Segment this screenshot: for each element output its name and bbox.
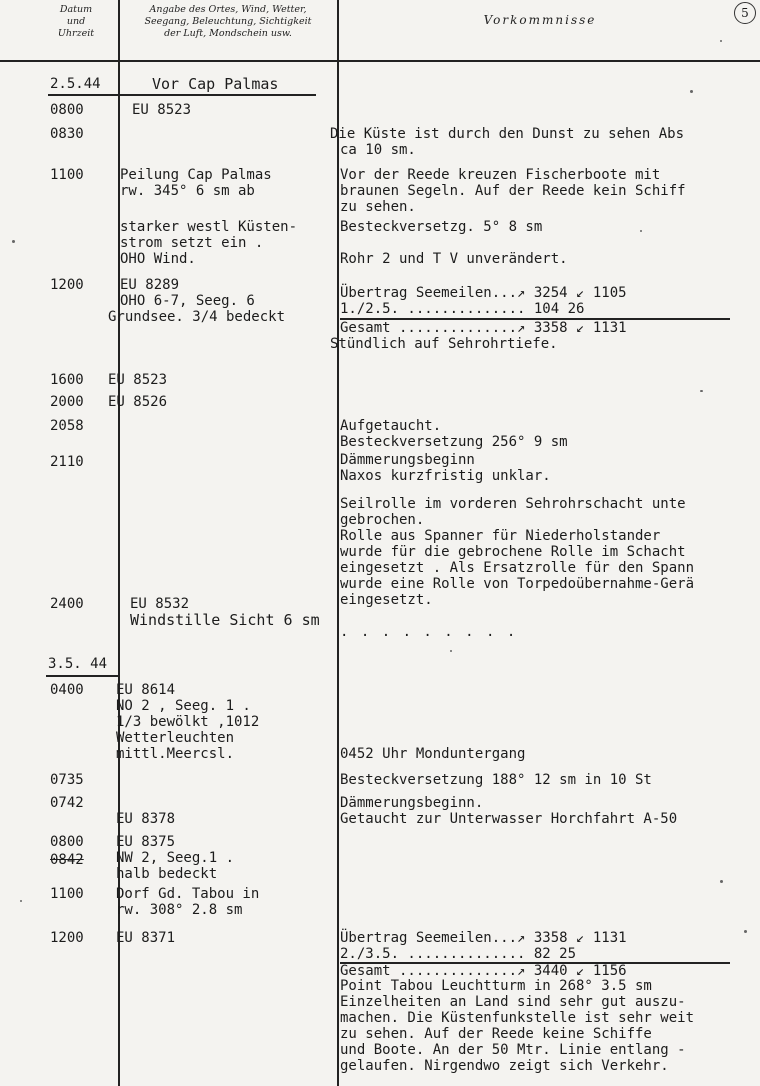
header-date-line-3: Uhrzeit bbox=[57, 28, 95, 39]
event-entry: machen. Die Küstenfunkstelle ist sehr weit bbox=[340, 1010, 695, 1026]
place-entry: Wetterleuchten bbox=[116, 730, 235, 746]
position-entry: EU 8371 bbox=[116, 930, 176, 946]
event-entry: Die Küste ist durch den Dunst zu sehen Abs bbox=[330, 126, 685, 142]
scan-speck bbox=[690, 90, 693, 93]
time-entry: 0400 bbox=[50, 682, 84, 698]
header-date-line-2: und bbox=[66, 16, 86, 27]
position-entry: EU 8532 bbox=[130, 596, 190, 612]
event-entry: Naxos kurzfristig unklar. bbox=[340, 468, 551, 484]
place-entry: mittl.Meercsl. bbox=[116, 746, 235, 762]
event-entry: zu sehen. bbox=[340, 199, 416, 215]
time-entry: 1200 bbox=[50, 277, 84, 293]
header-events-label: Vorkommnisse bbox=[483, 13, 597, 27]
scan-speck bbox=[20, 900, 22, 902]
scan-speck bbox=[744, 930, 747, 933]
event-entry: Besteckversetzg. 5° 8 sm bbox=[340, 219, 543, 235]
event-entry: Vor der Reede kreuzen Fischerboote mit bbox=[340, 167, 661, 183]
event-entry: Aufgetaucht. bbox=[340, 418, 442, 434]
mileage-carry-over: Übertrag Seemeilen...↗ 3358 ↙ 1131 bbox=[340, 930, 627, 946]
position-entry: EU 8523 bbox=[108, 372, 168, 388]
day2-date: 3.5. 44 bbox=[48, 656, 108, 672]
mileage-daily: 2./3.5. .............. 82 25 bbox=[340, 946, 577, 962]
time-entry-struck: 0842 bbox=[50, 852, 84, 868]
header-divider bbox=[0, 60, 760, 62]
event-entry: Besteckversetzung 188° 12 sm in 10 St bbox=[340, 772, 652, 788]
event-entry: eingesetzt . Als Ersatzrolle für den Spann bbox=[340, 560, 695, 576]
scan-speck bbox=[720, 40, 722, 42]
position-entry: EU 8378 bbox=[116, 811, 176, 827]
position-entry: EU 8375 bbox=[116, 834, 176, 850]
place-entry: rw. 308° 2.8 sm bbox=[116, 902, 243, 918]
time-entry: 1100 bbox=[50, 167, 84, 183]
time-entry: 2400 bbox=[50, 596, 84, 612]
place-entry: Windstille Sicht 6 sm bbox=[130, 611, 320, 629]
time-entry: 0800 bbox=[50, 102, 84, 118]
event-entry: Dämmerungsbeginn bbox=[340, 452, 475, 468]
page-number-stamp: 5 bbox=[734, 2, 756, 24]
time-entry: 2110 bbox=[50, 454, 84, 470]
position-entry: EU 8289 bbox=[120, 277, 180, 293]
header-date-column bbox=[40, 4, 112, 40]
event-entry: Point Tabou Leuchtturm in 268° 3.5 sm bbox=[340, 978, 652, 994]
day1-date: 2.5.44 bbox=[50, 76, 101, 92]
event-entry: braunen Segeln. Auf der Reede kein Schiff bbox=[340, 183, 686, 199]
place-entry: OHO 6-7, Seeg. 6 bbox=[120, 293, 255, 309]
place-entry: strom setzt ein . bbox=[120, 235, 264, 251]
event-entry: gelaufen. Nirgendwo zeigt sich Verkehr. bbox=[340, 1058, 669, 1074]
time-entry: 1200 bbox=[50, 930, 84, 946]
time-entry: 1100 bbox=[50, 886, 84, 902]
mileage-daily: 1./2.5. .............. 104 26 bbox=[340, 301, 585, 317]
dotted-leader: . . . . . . . . . bbox=[340, 624, 518, 640]
scan-speck bbox=[12, 240, 15, 243]
place-entry: OHO Wind. bbox=[120, 251, 196, 267]
position-entry: EU 8523 bbox=[132, 102, 192, 118]
header-place-line-3: der Luft, Mondschein usw. bbox=[164, 28, 292, 39]
event-entry: Getaucht zur Unterwasser Horchfahrt A-50 bbox=[340, 811, 678, 827]
time-entry: 2000 bbox=[50, 394, 84, 410]
time-entry: 2058 bbox=[50, 418, 84, 434]
place-entry: NW 2, Seeg.1 . bbox=[116, 850, 235, 866]
header-place-column bbox=[122, 4, 334, 40]
event-entry: Dämmerungsbeginn. bbox=[340, 795, 484, 811]
header-date-line-1: Datum bbox=[59, 4, 93, 15]
time-entry: 0735 bbox=[50, 772, 84, 788]
place-entry: Peilung Cap Palmas bbox=[120, 167, 272, 183]
event-entry: Stündlich auf Sehrohrtiefe. bbox=[330, 336, 558, 352]
event-entry: ca 10 sm. bbox=[340, 142, 416, 158]
column-divider-1 bbox=[118, 0, 120, 1086]
time-entry: 0830 bbox=[50, 126, 84, 142]
event-entry: Rohr 2 und T V unverändert. bbox=[340, 251, 568, 267]
place-entry: Dorf Gd. Tabou in bbox=[116, 886, 260, 902]
mileage-total: Gesamt ..............↗ 3440 ↙ 1156 bbox=[340, 963, 627, 979]
mileage-total: Gesamt ..............↗ 3358 ↙ 1131 bbox=[340, 320, 627, 336]
scan-speck bbox=[720, 880, 723, 883]
position-entry: EU 8614 bbox=[116, 682, 176, 698]
scan-speck bbox=[700, 390, 703, 392]
event-entry: eingesetzt. bbox=[340, 592, 433, 608]
event-entry: wurde eine Rolle von Torpedoübernahme-Gerä bbox=[340, 576, 695, 592]
place-entry: 1/3 bewölkt ,1012 bbox=[116, 714, 260, 730]
place-entry: starker westl Küsten- bbox=[120, 219, 298, 235]
place-entry: rw. 345° 6 sm ab bbox=[120, 183, 255, 199]
scan-speck bbox=[450, 650, 452, 652]
event-entry: Einzelheiten an Land sind sehr gut auszu- bbox=[340, 994, 686, 1010]
event-entry: Seilrolle im vorderen Sehrohrschacht unte bbox=[340, 496, 686, 512]
time-entry: 1600 bbox=[50, 372, 84, 388]
header-place-line-2: Seegang, Beleuchtung, Sichtigkeit bbox=[144, 16, 312, 27]
time-entry: 0800 bbox=[50, 834, 84, 850]
event-entry: 0452 Uhr Monduntergang bbox=[340, 746, 526, 762]
mileage-carry-over: Übertrag Seemeilen...↗ 3254 ↙ 1105 bbox=[340, 285, 627, 301]
event-entry: wurde für die gebrochene Rolle im Schacht bbox=[340, 544, 686, 560]
place-entry: NO 2 , Seeg. 1 . bbox=[116, 698, 251, 714]
day1-title-underline bbox=[118, 94, 316, 96]
event-entry: und Boote. An der 50 Mtr. Linie entlang - bbox=[340, 1042, 686, 1058]
place-entry: halb bedeckt bbox=[116, 866, 218, 882]
day1-date-underline bbox=[48, 94, 118, 96]
place-entry: Grundsee. 3/4 bedeckt bbox=[108, 309, 286, 325]
time-entry: 0742 bbox=[50, 795, 84, 811]
header-place-line-1: Angabe des Ortes, Wind, Wetter, bbox=[149, 4, 307, 15]
column-divider-2 bbox=[337, 0, 339, 1086]
day2-date-underline bbox=[46, 675, 118, 677]
event-entry: Besteckversetzung 256° 9 sm bbox=[340, 434, 568, 450]
event-entry: zu sehen. Auf der Reede keine Schiffe bbox=[340, 1026, 652, 1042]
event-entry: gebrochen. bbox=[340, 512, 425, 528]
header-events-column bbox=[440, 14, 640, 26]
day1-location-title: Vor Cap Palmas bbox=[152, 75, 279, 93]
event-entry: Rolle aus Spanner für Niederholstander bbox=[340, 528, 661, 544]
scan-speck bbox=[640, 230, 642, 232]
position-entry: EU 8526 bbox=[108, 394, 168, 410]
